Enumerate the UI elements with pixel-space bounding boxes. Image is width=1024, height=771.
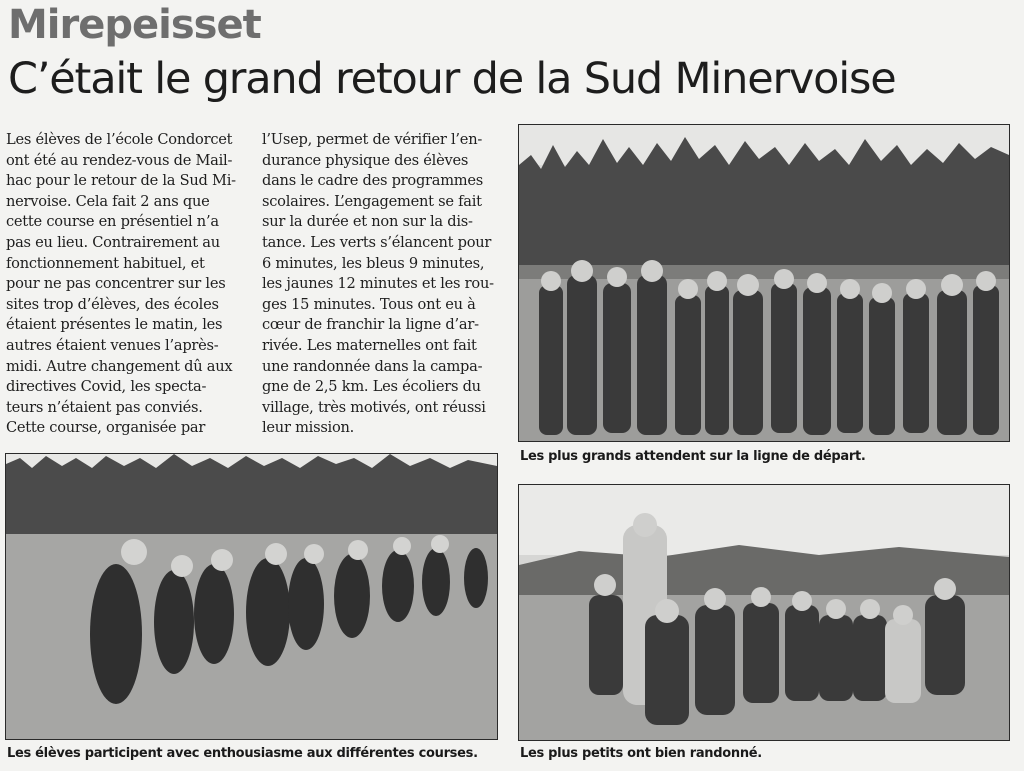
body-line: rivée. Les maternelles ont fait	[262, 336, 477, 354]
article-column-1	[6, 130, 246, 439]
article-headline: C’était le grand retour de la Sud Minervoise	[8, 54, 896, 104]
photo-students-running-image	[6, 454, 497, 739]
body-line: une randonnée dans la campa-	[262, 357, 483, 375]
body-line: ont été au rendez-vous de Mail-	[6, 151, 233, 169]
body-line: cœur de franchir la ligne d’ar-	[262, 316, 479, 334]
body-line: dans le cadre des programmes	[262, 172, 484, 190]
photo-young-children	[518, 484, 1010, 741]
body-line: scolaires. L’engagement se fait	[262, 192, 482, 210]
body-line: gne de 2,5 km. Les écoliers du	[262, 378, 481, 396]
article-kicker: Mirepeisset	[8, 2, 261, 48]
body-line: l’Usep, permet de vérifier l’en-	[262, 131, 483, 148]
photo-caption-left: Les élèves participent avec enthousiasme aux différentes courses.	[7, 746, 478, 761]
body-line: Cette course, organisée par	[6, 419, 206, 437]
body-line: les jaunes 12 minutes et les rou-	[262, 275, 494, 293]
body-line: fonctionnement habituel, et	[6, 254, 205, 272]
body-line: sites trop d’élèves, des écoles	[6, 295, 219, 313]
photo-young-children-image	[519, 485, 1009, 740]
body-line: sur la durée et non sur la dis-	[262, 213, 473, 231]
body-line: cette course en présentiel n’a	[6, 213, 219, 231]
body-line: durance physique des élèves	[262, 151, 469, 169]
body-line: autres étaient venues l’après-	[6, 336, 219, 354]
photo-caption-right: Les plus petits ont bien randonné.	[520, 746, 762, 761]
body-line: 6 minutes, les bleus 9 minutes,	[262, 254, 485, 272]
body-line: étaient présentes le matin, les	[6, 316, 223, 334]
body-line: hac pour le retour de la Sud Mi-	[6, 172, 236, 190]
photo-students-start-line	[518, 124, 1010, 442]
body-line: tance. Les verts s’élancent pour	[262, 233, 492, 251]
body-line: leur mission.	[262, 419, 355, 437]
body-line: ges 15 minutes. Tous ont eu à	[262, 295, 476, 313]
photo-students-start-line-image	[519, 125, 1009, 441]
body-line: directives Covid, les specta-	[6, 378, 207, 396]
body-line: nervoise. Cela fait 2 ans que	[6, 192, 210, 210]
body-line: Les élèves de l’école Condorcet	[6, 131, 233, 148]
photo-caption-top: Les plus grands attendent sur la ligne de départ.	[520, 449, 866, 464]
body-line: pour ne pas concentrer sur les	[6, 275, 226, 293]
body-line: teurs n’étaient pas conviés.	[6, 398, 203, 416]
body-line: pas eu lieu. Contrairement au	[6, 233, 220, 251]
photo-students-running	[5, 453, 498, 740]
article-column-2	[262, 130, 500, 439]
body-line: midi. Autre changement dû aux	[6, 357, 233, 375]
body-line: village, très motivés, ont réussi	[262, 398, 486, 416]
